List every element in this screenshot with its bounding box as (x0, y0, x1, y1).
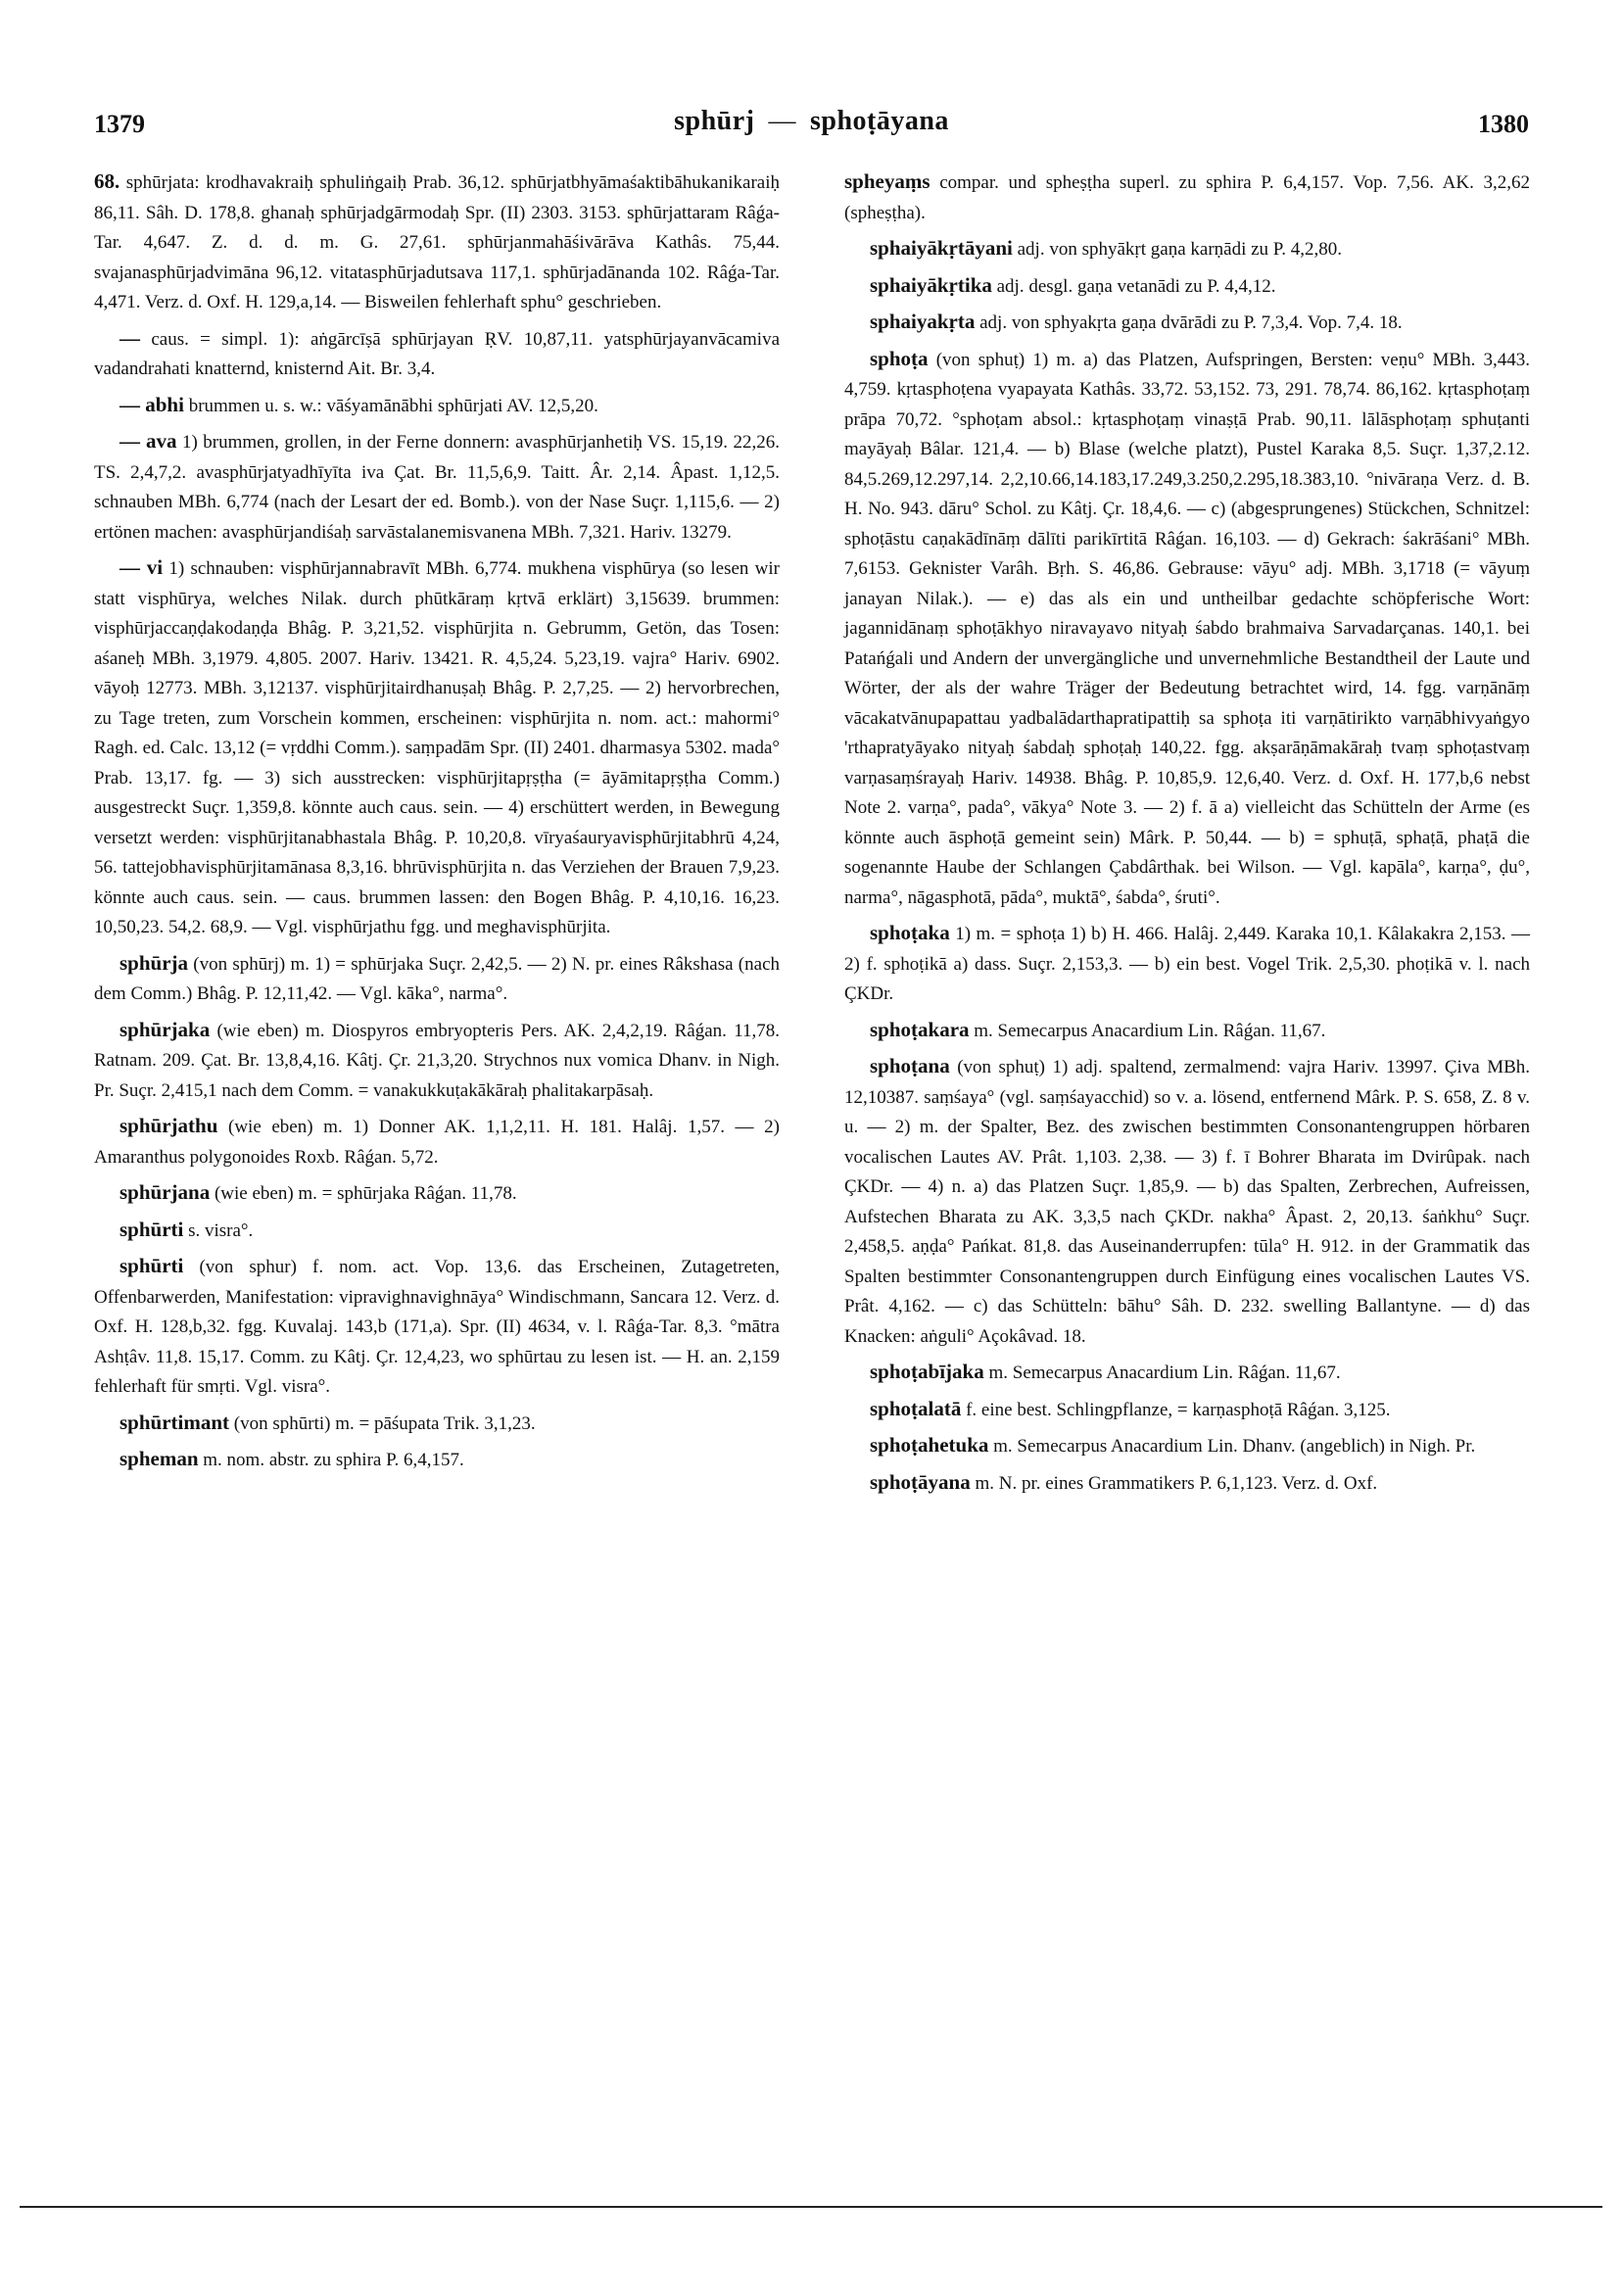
left-column (94, 167, 780, 1481)
entry-headword: — vi (119, 555, 164, 579)
entry-text: (von sphur) f. nom. act. Vop. 13,6. das Erscheinen, Zutagetreten, Offenbarwerden, Manifestation: vipravighnavighnāya° Windischmann, Sancara 12. Verz. d. Oxf. H. 128,b,32. fgg. Kuvalaj. 143,b (171,a). Spr. (II) 4634, v. l. Râǵa-Tar. 8,3. °mātra Ashṭâv. 11,8. 15,17. Comm. zu Kâtj. Çr. 12,4,23, wo sphūrtau zu lesen ist. — H. an. 2,159 fehlerhaft für smṛti. Vgl. visra°. (94, 1257, 781, 1397)
dictionary-entry (94, 1177, 780, 1210)
running-title-right: sphoṭāyana (809, 106, 949, 136)
entry-text: 1) m. = sphoṭa 1) b) H. 466. Halâj. 2,449. Karaka 10,1. Kâlakakra 2,153. — 2) f. sphoṭikā a) dass. Suçr. 2,153,3. — b) ein best. Vogel Trik. 2,5,30. phoṭikā v. l. nach ÇKDr. (844, 924, 1530, 1004)
entry-headword: — (119, 325, 140, 350)
running-title-left: sphūrj (674, 106, 755, 136)
entry-headword: — ava (119, 429, 177, 453)
entry-text: adj. von sphyakṛta gaṇa dvārādi zu P. 7,3,4. Vop. 7,4. 18. (979, 312, 1403, 333)
dictionary-entry (94, 426, 780, 548)
entry-text: (von sphūrj) m. 1) = sphūrjaka Suçr. 2,42,5. — 2) N. pr. eines Râkshasa (nach dem Comm.) Bhâg. P. 12,11,42. — Vgl. kāka°, narma°. (94, 953, 781, 1004)
entry-text: (von sphūrti) m. = pāśupata Trik. 3,1,23. (233, 1412, 536, 1434)
entry-headword: 68. (94, 169, 120, 193)
entry-headword: sphoṭabījaka (870, 1360, 984, 1383)
entry-text: sphūrjata: krodhavakraiḥ sphuliṅgaiḥ Prab. 36,12. sphūrjatbhyāmaśaktibāhukanikaraiḥ 86,11. Sâh. D. 178,8. ghanaḥ sphūrjadgārmodaḥ Spr. (II) 2303. 3153. sphūrjattaram Râǵa-Tar. 4,647. Z. d. d. m. G. 27,61. sphūrjanmahāśivārāva Kathâs. 75,44. svajanasphūrjadvimāna 96,12. vitatasphūrjadutsava 117,1. sphūrjadānanda 102. Râǵa-Tar. 4,471. Verz. d. Oxf. H. 129,a,14. — Bisweilen fehlerhaft sphu° geschrieben. (94, 172, 780, 312)
entry-headword: sphoṭakara (870, 1017, 970, 1041)
dictionary-entry (94, 1111, 780, 1172)
dictionary-entry (94, 323, 780, 385)
entry-text: m. Semecarpus Anacardium Lin. Dhanv. (angeblich) in Nigh. Pr. (993, 1436, 1476, 1457)
entry-headword: — abhi (119, 392, 184, 416)
page-number-right: 1380 (1478, 110, 1529, 138)
entry-text: compar. und spheṣṭha superl. zu sphira P. 6,4,157. Vop. 7,56. AK. 3,2,62 (spheṣṭha). (844, 172, 1530, 223)
entry-text: m. nom. abstr. zu sphira P. 6,4,157. (203, 1450, 464, 1470)
dictionary-entry (94, 1408, 780, 1440)
entry-headword: sphoṭahetuka (870, 1433, 989, 1457)
entry-headword: sphūrja (119, 950, 189, 975)
running-title-separator: — (768, 106, 796, 136)
dictionary-entry (94, 948, 780, 1010)
dictionary-entry (844, 1394, 1530, 1426)
entry-headword: sphoṭaka (870, 921, 950, 944)
entry-text: m. Semecarpus Anacardium Lin. Râǵan. 11,67. (988, 1363, 1341, 1383)
entry-text: (wie eben) m. 1) Donner AK. 1,1,2,11. H. 181. Halâj. 1,57. — 2) Amaranthus polygonoides Roxb. Râǵan. 5,72. (94, 1117, 780, 1168)
dictionary-entry (844, 307, 1530, 339)
dictionary-entry (844, 918, 1530, 1010)
entry-headword: sphaiyakṛta (870, 310, 976, 333)
entry-text: (wie eben) m. = sphūrjaka Râǵan. 11,78. (214, 1183, 517, 1204)
entry-headword: spheman (119, 1447, 199, 1470)
entry-text: adj. desgl. gaṇa vetanādi zu P. 4,4,12. (996, 275, 1276, 297)
entry-text: (von sphuṭ) 1) m. a) das Platzen, Aufspringen, Bersten: veṇu° MBh. 3,443. 4,759. kṛtasphoṭena vyapayata Kathâs. 33,72. 53,152. 73, 291. 78,74. 86,162. kṛtasphoṭaṃ prāpa 70,72. °sphoṭam absol.: kṛtasphoṭaṃ vinaṣṭā Prab. 90,11. lālāsphoṭaṃ sphuṭanti mayāyaḥ Bâlar. 121,4. — b) Blase (welche platzt), Pustel Karaka 8,5. Suçr. 1,37,2.12. 84,5.269,12.297,14. 2,2,10.66,14.183,17.249,3.250,2.295,18.383,10. °nivāraṇa Verz. d. B. H. No. 943. dāru° Schol. zu Kâtj. Çr. 18,4,6. — c) (abgesprungenes) Stückchen, Schnitzel: sphoṭāstu caṇakādīnāṃ dālīti parikīrtitā Râǵan. 16,103. — d) Gekrach: śakrāśani° MBh. 7,6153. Geknister Varâh. Bṛh. S. 46,86. Gebrause: vāyu° adj. MBh. 3,1718 (= vāyuṃ janayan Nilak.). — e) das als ein und untheilbar gedachte schöpferische Wort: jagannidānaṃ sphoṭākhyo niravayavo nityaḥ śabdo brahmaiva Sarvadarçanas. 140,1. bei Patańǵali und Andern der unvergängliche und unvernehmliche Bestandtheil der Laute und Wörter, der als der wahre Träger der Bedeutung betrachtet wird, 14. fgg. varṇānāṃ vācakatvānupapattau yadbalādarthapratipattiḥ sa sphoṭa iti varṇātirikto varṇābhivyaṅgyo 'rthapratyāyako nityaḥ śabdaḥ sphoṭaḥ 140,22. fgg. akṣarāṇāmakāraḥ tvaṃ sphoṭastvaṃ varṇasaṃśrayaḥ Hariv. 14938. Bhâg. P. 10,85,9. 12,6,40. Verz. d. Oxf. H. 177,b,6 nebst Note 2. varṇa°, pada°, vākya° Note 3. — 2) f. ā a) vielleicht das Schütteln der Arme (es könnte auch āsphoṭā gemeint sein) Mârk. P. 50,44. — b) = sphuṭā, sphaṭā, phaṭā die sogenannte Haube der Schlangen Çabdârthak. bei Wilson. — Vgl. kapāla°, karṇa°, ḍu°, narma°, nāgasphotā, pāda°, muktā°, śabda°, śruti°. (844, 349, 1531, 908)
entry-text: m. Semecarpus Anacardium Lin. Râǵan. 11,67. (974, 1020, 1326, 1041)
entry-text: 1) schnauben: visphūrjannabravīt MBh. 6,774. mukhena visphūrya (so lesen wir statt visphūrya, welches Nilak. durch phūtkāraṃ kṛtvā erklärt) 3,15639. brummen: visphūrjaccaṇḍakodaṇḍa Bhâg. P. 3,21,52. visphūrjita n. Gebrumm, Getön, das Tosen: aśaneḥ MBh. 3,1979. 4,805. 2007. Hariv. 13421. R. 4,5,24. 5,23,19. vajra° Hariv. 6902. vāyoḥ 12773. MBh. 3,12137. visphūrjitairdhanuṣaḥ Bhâg. P. 2,7,25. — 2) hervorbrechen, zu Tage treten, zum Vorschein kommen, erscheinen: visphūrjita n. nom. act.: mahormi° Ragh. ed. Calc. 13,12 (= vṛddhi Comm.). saṃpadām Spr. (II) 2401. dharmasya 5302. mada° Prab. 13,17. fg. — 3) sich ausstrecken: visphūrjitapṛṣṭha (= āyāmitapṛṣṭha Comm.) ausgestreckt Suçr. 1,359,8. könnte auch caus. sein. — 4) erschüttert werden, in Bewegung versetzt werden: visphūrjitanabhastala Bhâg. P. 10,20,8. vīryaśauryavisphūrjitabhrū 4,24, 56. tattejobhavisphūrjitamānasa 8,3,16. bhrūvisphūrjita n. das Verziehen der Brauen 7,9,23. könnte auch caus. sein. — caus. brummen lassen: den Bogen Bhâg. P. 4,10,16. 16,23. 10,50,23. 54,2. 68,9. — Vgl. visphūrjathu fgg. und meghavisphūrjita. (94, 558, 780, 937)
entry-headword: sphaiyākṛtāyani (870, 236, 1013, 260)
dictionary-entry (94, 167, 780, 318)
page-number-left: 1379 (94, 110, 145, 138)
entry-headword: sphoṭāyana (870, 1469, 971, 1494)
entry-text: brummen u. s. w.: vāśyamānābhi sphūrjati AV. 12,5,20. (188, 395, 598, 416)
dictionary-entry (844, 1430, 1530, 1462)
dictionary-entry (844, 1467, 1530, 1500)
entry-text: caus. = simpl. 1): aṅgārcīṣā sphūrjayan ṚV. 10,87,11. yatsphūrjayanvācamiva vadandrahati knatternd, knisternd Ait. Br. 3,4. (94, 328, 781, 379)
entry-text: (wie eben) m. Diospyros embryopteris Pers. AK. 2,4,2,19. Râǵan. 11,78. Ratnam. 209. Çat. Br. 13,8,4,16. Kâtj. Çr. 21,3,20. Strychnos nux vomica Dhanv. in Nigh. Pr. Suçr. 2,415,1 nach dem Comm. = vanakukkuṭakākāraḥ phalitakarpāsaḥ. (94, 1020, 780, 1101)
dictionary-entry (844, 233, 1530, 265)
entry-text: 1) brummen, grollen, in der Ferne donnern: avasphūrjanhetiḥ VS. 15,19. 22,26. TS. 2,4,7,2. avasphūrjatyadhīyīta iva Çat. Br. 11,5,6,9. Taitt. Âr. 2,14. Âpast. 1,12,5. schnauben MBh. 6,774 (nach der Lesart der ed. Bomb.). von der Nase Suçr. 1,115,6. — 2) ertönen machen: avasphūrjandiśaḥ sarvāstalanemisvanena MBh. 7,321. Hariv. 13279. (94, 432, 781, 543)
dictionary-entry (94, 552, 780, 943)
entry-headword: sphūrtimant (119, 1410, 230, 1434)
dictionary-entry (94, 390, 780, 422)
entry-headword: sphoṭa (870, 346, 929, 370)
entry-headword: sphūrti (119, 1254, 184, 1277)
dictionary-entry (844, 1051, 1530, 1352)
right-column (844, 167, 1530, 1504)
entry-headword: sphūrjaka (119, 1017, 211, 1041)
dictionary-entry (94, 1444, 780, 1476)
dictionary-entry (844, 1357, 1530, 1389)
bottom-rule (20, 2206, 1602, 2208)
entry-headword: sphaiyākṛtika (870, 272, 992, 297)
entry-text: s. visra°. (188, 1220, 254, 1241)
dictionary-entry (844, 1015, 1530, 1047)
entry-headword: sphūrjathu (119, 1114, 218, 1137)
dictionary-entry (94, 1015, 780, 1107)
entry-headword: sphoṭana (870, 1054, 950, 1077)
running-title (94, 106, 1529, 137)
dictionary-entry (844, 270, 1530, 303)
entry-text: f. eine best. Schlingpflanze, = karṇasphoṭā Râǵan. 3,125. (966, 1399, 1391, 1420)
entry-text: m. N. pr. eines Grammatikers P. 6,1,123. Verz. d. Oxf. (975, 1472, 1378, 1494)
entry-headword: sphūrjana (119, 1180, 211, 1204)
entry-text: adj. von sphyākṛt gaṇa karṇādi zu P. 4,2,80. (1017, 239, 1343, 260)
dictionary-entry (94, 1251, 780, 1403)
page-header (94, 106, 1529, 145)
entry-text: (von sphuṭ) 1) adj. spaltend, zermalmend: vajra Hariv. 13997. Çiva MBh. 12,10387. saṃśaya° (vgl. saṃśayacchid) so v. a. lösend, entfernend Mârk. P. S. 658, Z. 8 v. u. — 2) m. der Spalter, Bez. des zwischen bestimmten Consonantengruppen hörbaren vocalischen Lautes AV. Prât. 1,103. 2,38. — 3) f. ī Bohrer Bharata im Dvirûpak. nach ÇKDr. — 4) n. a) das Platzen Suçr. 1,85,9. — b) das Spalten, Zerbrechen, Aufreissen, Aufstechen Bharata zu AK. 3,3,5 nach ÇKDr. nakha° Âpast. 2, 20,13. śaṅkhu° Suçr. 2,458,5. aṇḍa° Pańkat. 81,8. das Auseinanderrupfen: tūla° H. 912. in der Grammatik das Spalten bestimmter Consonantengruppen durch Einfügung eines vocalischen Lautes VS. Prât. 4,162. — c) das Schütteln: bāhu° Sâh. D. 232. swelling Ballantyne. — d) das Knacken: aṅguli° Açokâvad. 18. (844, 1057, 1531, 1347)
dictionary-entry (844, 167, 1530, 228)
entry-headword: sphūrti (119, 1217, 184, 1241)
dictionary-entry (844, 344, 1530, 914)
entry-headword: sphoṭalatā (870, 1396, 962, 1420)
dictionary-entry (94, 1215, 780, 1247)
entry-headword: spheyaṃs (844, 169, 930, 193)
